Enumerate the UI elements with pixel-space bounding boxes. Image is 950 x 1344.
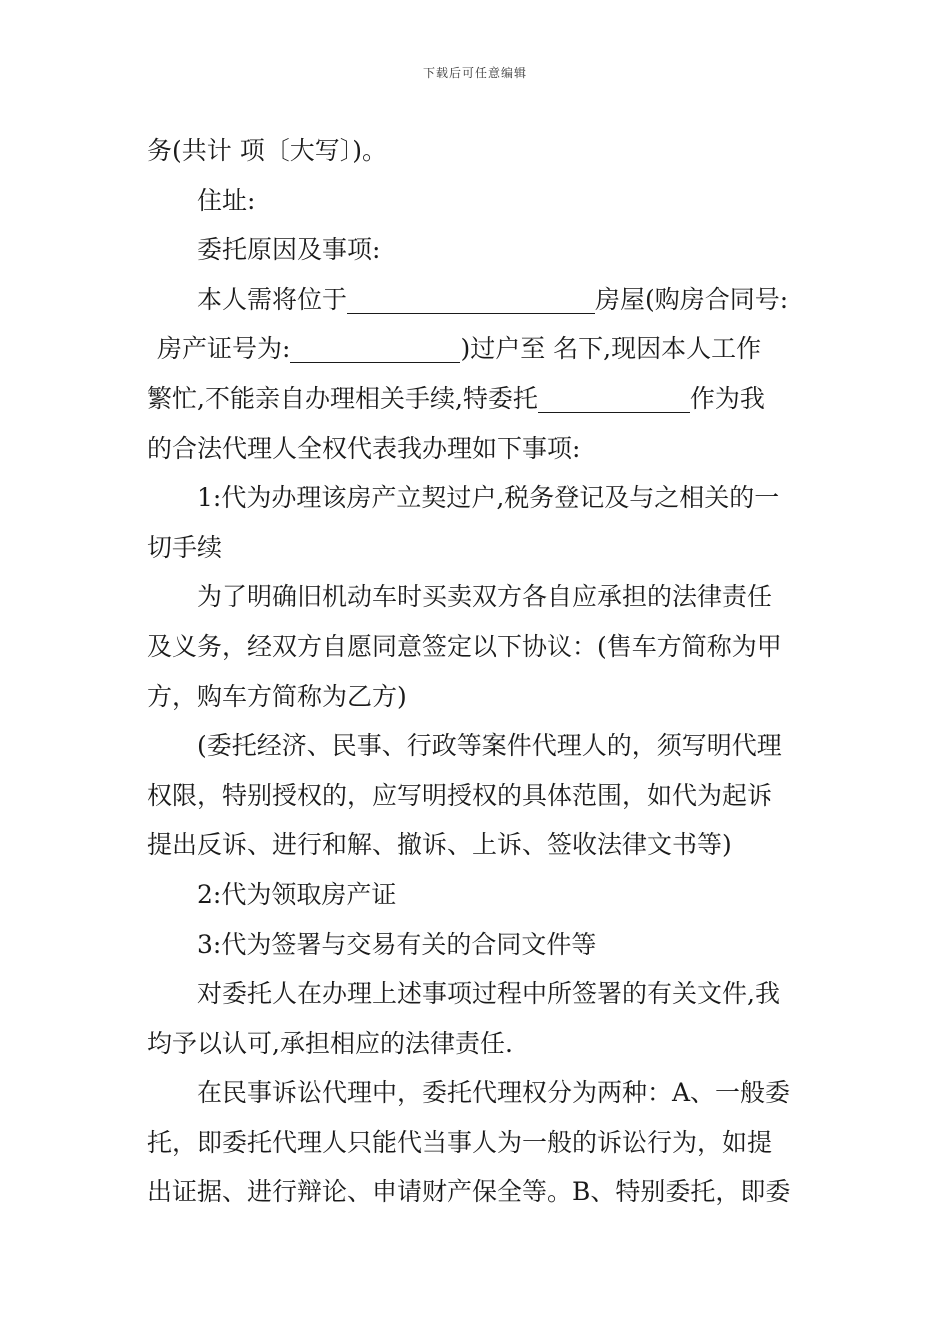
page-header-note: 下载后可任意编辑 [422,66,527,80]
text-segment: 房屋(购房合同号: [595,284,789,314]
text-line: 务(共计 项〔大写〕)。 [147,136,387,165]
text-line: 出证据、进行辩论、申请财产保全等。B、特别委托，即委 [147,1177,791,1207]
certificate-line [147,324,817,374]
item-2: 2:代为领取房产证 [197,879,397,909]
text-segment: 作为我 [689,383,765,413]
item-3: 3:代为签署与交易有关的合同文件等 [197,929,597,959]
text-segment: )过户至 名下,现因本人工作 [460,334,762,364]
text-line: 在民事诉讼代理中，委托代理权分为两种：A、一般委 [197,1078,791,1108]
property-location-blank[interactable] [347,283,595,314]
text-line: 切手续 [147,532,223,562]
text-line: (委托经济、民事、行政等案件代理人的，须写明代理 [197,731,782,761]
document-body [147,126,817,1217]
text-line: 为了明确旧机动车时买卖双方各自应承担的法律责任 [197,582,773,612]
address-label: 住址: [197,185,256,215]
text-line: 托，即委托代理人只能代当事人为一般的诉讼行为，如提 [147,1127,773,1157]
text-segment: 繁忙,不能亲自办理相关手续,特委托 [147,383,538,413]
text-line: 对委托人在办理上述事项过程中所签署的有关文件,我 [197,979,780,1009]
text-line: 方，购车方简称为乙方) [147,681,407,711]
text-line: 均予以认可,承担相应的法律责任. [147,1028,513,1058]
agent-name-blank[interactable] [538,382,690,413]
reason-heading: 委托原因及事项: [197,235,381,265]
agent-line [147,374,817,424]
text-segment: 本人需将位于 [197,284,348,314]
text-line: 权限，特别授权的，应写明授权的具体范围，如代为起诉 [147,780,773,810]
certificate-number-blank[interactable] [290,332,460,363]
text-segment: 房产证号为: [157,334,291,364]
property-line [147,275,817,325]
text-line: 提出反诉、进行和解、撤诉、上诉、签收法律文书等) [147,830,732,860]
item-1: 1:代为办理该房产立契过户,税务登记及与之相关的一 [197,483,780,513]
text-line: 的合法代理人全权代表我办理如下事项: [147,433,581,463]
text-line: 及义务，经双方自愿同意签定以下协议：(售车方简称为甲 [147,631,782,661]
